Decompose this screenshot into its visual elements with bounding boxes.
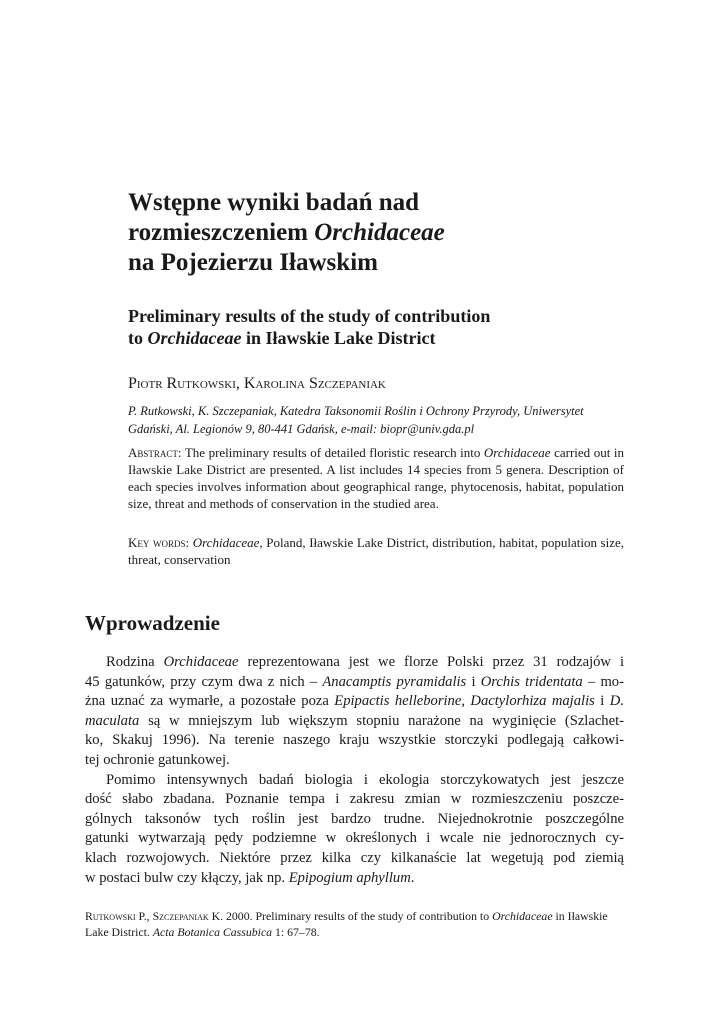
abstract-taxon: Orchidaceae: [483, 445, 551, 460]
taxon-name: Anacamptis pyramidalis: [322, 673, 467, 690]
subtitle-text: to: [128, 328, 148, 348]
taxon-name: Orchidaceae: [163, 654, 239, 670]
taxon-name: maculata: [85, 712, 140, 729]
title-line-1: Wstępne wyniki badań nad: [128, 189, 420, 216]
title-line-3: na Pojezierzu Iławskim: [128, 249, 378, 276]
abstract-text-end: carried out in Iławskie Lake District are presented. A list includes 14 species from 5 genera. Description of each species involves information about geographical range, phytocenosis, habitat, population size, threat and methods of conservation in the studied area.: [128, 445, 624, 511]
subtitle-text-end: in Iławskie Lake District: [241, 328, 436, 348]
subtitle-line-1: Preliminary results of the study of contribution: [128, 306, 491, 326]
title-taxon: Orchidaceae: [314, 219, 445, 246]
keywords-text: , Poland, Iławskie Lake District, distribution, habitat, population size, threat, conservation: [128, 535, 625, 567]
taxon-name: Epipactis helleborine, Dactylorhiza majalis: [334, 693, 595, 710]
paragraph-2-line-2: dość słabo zbadana. Poznanie tempa i zakresu zmian w rozmieszczeniu poszcze-: [85, 791, 624, 808]
text-run: reprezentowana jest we florze Polski przez 31 rodzajów i: [238, 654, 624, 670]
author-affiliation: P. Rutkowski, K. Szczepaniak, Katedra Taksonomii Roślin i Ochrony Przyrody, Uniwersytet Gdański, Al. Legionów 9, 80-441 Gdańsk, e-mail: biopr@univ.gda.pl: [128, 404, 584, 436]
text-run: – mo-: [582, 673, 624, 690]
keywords-label: Key words:: [128, 535, 190, 550]
text-run: są w mniejszym lub większym stopniu narażone na wyginięcie (Szlachet-: [139, 712, 624, 729]
text-run: 45 gatunków, przy czym dwa z nich –: [85, 673, 323, 690]
citation-journal: Acta Botanica Cassubica: [152, 925, 273, 939]
keywords-taxon: Orchidaceae: [192, 535, 260, 550]
section-heading: Wprowadzenie: [85, 611, 220, 635]
body-text: [85, 653, 624, 888]
paragraph-1-line-2: [85, 673, 624, 693]
paragraph-2-line-5: klach rozwojowych. Niektóre przez kilka czy kilkanaście lat wegetują pod ziemią: [85, 849, 624, 866]
text-run: i: [594, 693, 610, 710]
subtitle-taxon: Orchidaceae: [147, 328, 242, 348]
abstract: [128, 444, 624, 512]
paragraph-2-line-3: gólnych taksonów tych roślin jest bardzo trudne. Niejednokrotnie poszczególne: [85, 810, 624, 827]
text-run: żna uznać za wymarłe, a pozostałe poza: [85, 693, 335, 710]
citation-footer: [85, 908, 625, 940]
citation-volume: 1: 67–78.: [272, 925, 320, 939]
keywords: [128, 534, 624, 568]
author-names: Piotr Rutkowski, Karolina Szczepaniak: [128, 375, 386, 392]
text-run: i: [466, 673, 481, 690]
subtitle-line-2: [128, 327, 608, 349]
abstract-text: The preliminary results of detailed floristic research into: [181, 445, 484, 460]
taxon-name: D.: [609, 693, 624, 710]
paragraph-1-line-6: tej ochronie gatunkowej.: [85, 751, 230, 768]
article-title: [128, 188, 608, 278]
text-run: w postaci bulw czy kłączy, jak np.: [85, 869, 289, 886]
paragraph-1-line-3: [85, 692, 624, 712]
citation-authors: Rutkowski P., Szczepaniak K.: [85, 909, 224, 923]
citation-taxon: Orchidaceae: [492, 909, 553, 923]
citation-text: in Iławskie Lake District.: [85, 909, 608, 939]
taxon-name: Epipogium aphyllum: [288, 869, 411, 886]
paragraph-1-line-5: ko, Skakuj 1996). Na terenie naszego kraju wszystkie storczyki podlegają całkowi-: [85, 732, 624, 749]
paragraph-2-line-1: Pomimo intensywnych badań biologia i ekologia storczykowatych jest jeszcze: [106, 771, 624, 788]
title-line-2: [128, 218, 608, 248]
paragraph-2-line-6: [85, 869, 624, 889]
title-text: rozmieszczeniem: [128, 219, 315, 246]
english-title: [128, 305, 608, 349]
paragraph-2-line-4: gatunki wytwarzają pędy podziemne w określonych i wcale nie jednorocznych cy-: [85, 830, 624, 847]
taxon-name: Orchis tridentata: [480, 673, 583, 690]
paragraph-1-line-4: [85, 712, 624, 732]
text-run: .: [410, 869, 415, 886]
citation-text: 2000. Preliminary results of the study of contribution to: [223, 909, 493, 923]
text-run: Rodzina: [106, 654, 164, 670]
paragraph-1-line-1: [85, 653, 624, 673]
abstract-label: Abstract:: [128, 445, 182, 460]
